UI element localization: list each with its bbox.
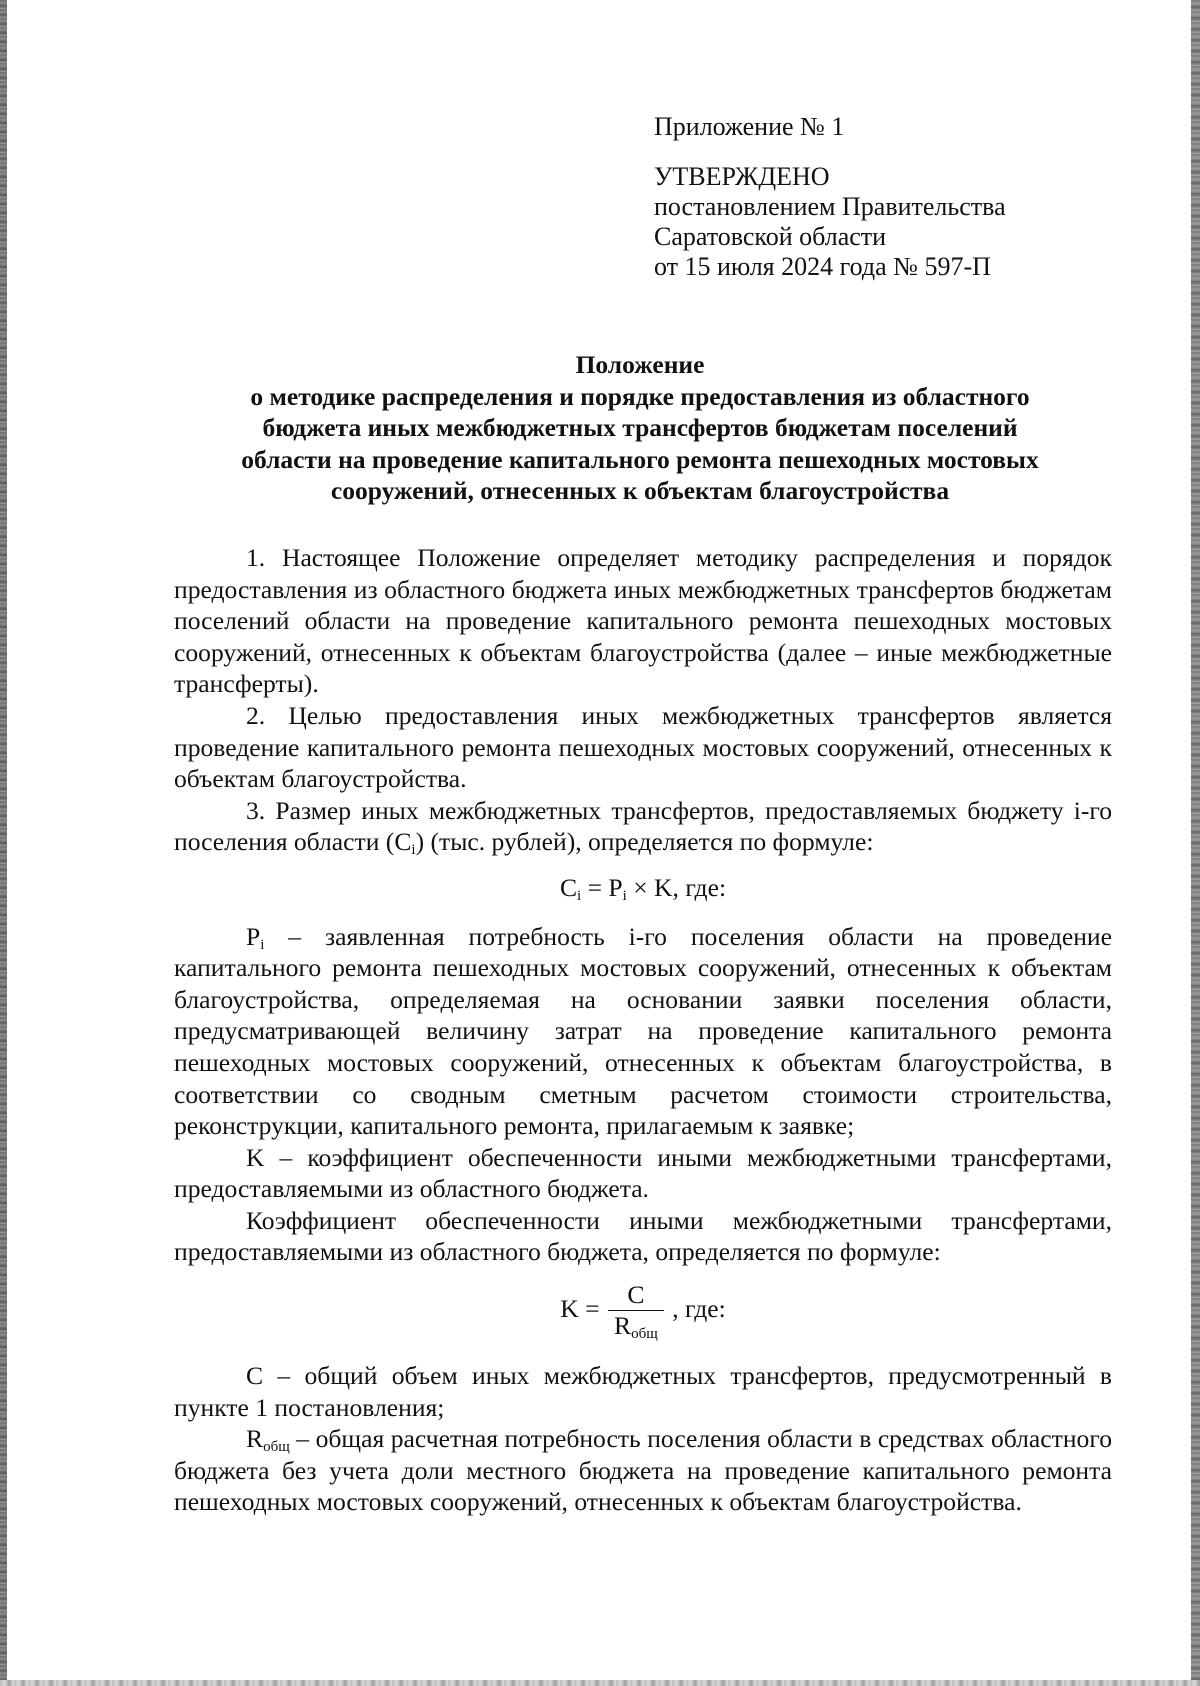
pi-definition-text: – заявленная потребность i-го поселения области на проведение капитального ремонта пешеходных мостовых сооружений, отнесенных к объектам благоустройства, определяемая на основании заявки поселения области, предусматривающей величину затрат на проведение капитального ремонта пешеходных мостовых сооружений, отнесенных к объектам благоустройства, в соответствии со сводным сметным расчетом стоимости строительства, реконструкции, капитального ремонта, прилагаемым к заявке; [174,921,1112,1141]
paragraph-3-text-a: 3. Размер иных межбюджетных трансфертов, предоставляемых бюджету i-го поселения области (C [174,795,1112,857]
paragraph-3-subscript: i [411,842,416,859]
pi-symbol: P [246,921,261,951]
formula-k-lhs: K = [560,1293,600,1323]
formula-k-den-subscript: общ [631,1326,658,1343]
title-line-1: Положение [575,350,705,379]
paragraph-c-definition: C – общий объем иных межбюджетных трансфертов, предусмотренный в пункте 1 постановления; [174,1361,1112,1422]
appendix-number: Приложение № 1 [654,112,845,141]
formula-k-rhs: , где: [672,1293,726,1323]
title-line-3: бюджета иных межбюджетных трансфертов бюджетам поселений [262,413,1018,442]
paragraph-k-formula-intro: Коэффициент обеспеченности иными межбюджетными трансфертами, предоставляемыми из областного бюджета, определяется по формуле: [174,1205,1112,1267]
approval-line-3: от 15 июля 2024 года № 597-П [654,252,991,281]
title-line-4: области на проведение капитального ремонта пешеходных мостовых [241,444,1039,474]
paragraph-3-text-b: ) (тыс. рублей), определяется по формуле: [415,827,874,857]
document-body [174,542,1112,1518]
pi-subscript: i [260,936,265,953]
paragraph-k-definition: K – коэффициент обеспеченности иными межбюджетными трансфертами, предоставляемыми из областного бюджета. [174,1142,1112,1204]
approval-block [654,112,1074,282]
title-line-5: сооружений, отнесенных к объектам благоустройства [330,476,950,505]
document-title [150,349,1130,507]
formula-ci-eq: = P [581,872,623,902]
paragraph-2: 2. Целью предоставления иных межбюджетных трансфертов является проведение капитального ремонта пешеходных мостовых сооружений, отнесенных к объектам благоустройства. [174,700,1112,794]
paragraph-r-definition [174,1423,1112,1518]
r-definition-text: – общая расчетная потребность поселения области в средствах областного бюджета без учета доли местного бюджета на проведение капитального ремонта пешеходных мостовых сооружений, отнесенных к объектам благоустройства. [174,1424,1112,1517]
r-symbol: R [246,1424,264,1454]
formula-k-numerator: C [608,1280,664,1311]
paragraph-pi-definition [174,921,1112,1142]
scan-edge-left [0,0,7,1686]
scan-edge-bottom [0,1680,1200,1686]
formula-ci [174,872,1112,904]
title-line-2: о методике распределения и порядке предоставления из областного [250,381,1030,411]
formula-k-denominator [608,1311,664,1341]
formula-k-fraction [608,1280,664,1341]
formula-ci-rest: × K, где: [626,872,727,902]
paragraph-3 [174,795,1112,858]
scan-edge-right [1191,0,1200,1686]
paragraph-1: 1. Настоящее Положение определяет методику распределения и порядок предоставления из областного бюджета иных межбюджетных трансфертов бюджетам поселений области на проведение капитального ремонта пешеходных мостовых сооружений, отнесенных к объектам благоустройства (далее – иные межбюджетные трансферты). [174,543,1112,699]
approval-line-1: постановлением Правительства [654,192,1006,221]
formula-ci-p-subscript: i [622,887,627,904]
formula-k [174,1280,1112,1346]
formula-k-den-r: R [614,1311,632,1341]
approved-stamp-text: УТВЕРЖДЕНО [654,162,830,191]
formula-ci-c: C [559,872,578,902]
formula-ci-c-subscript: i [577,887,582,904]
r-subscript: общ [263,1439,290,1456]
approval-line-2: Саратовской области [654,222,887,251]
